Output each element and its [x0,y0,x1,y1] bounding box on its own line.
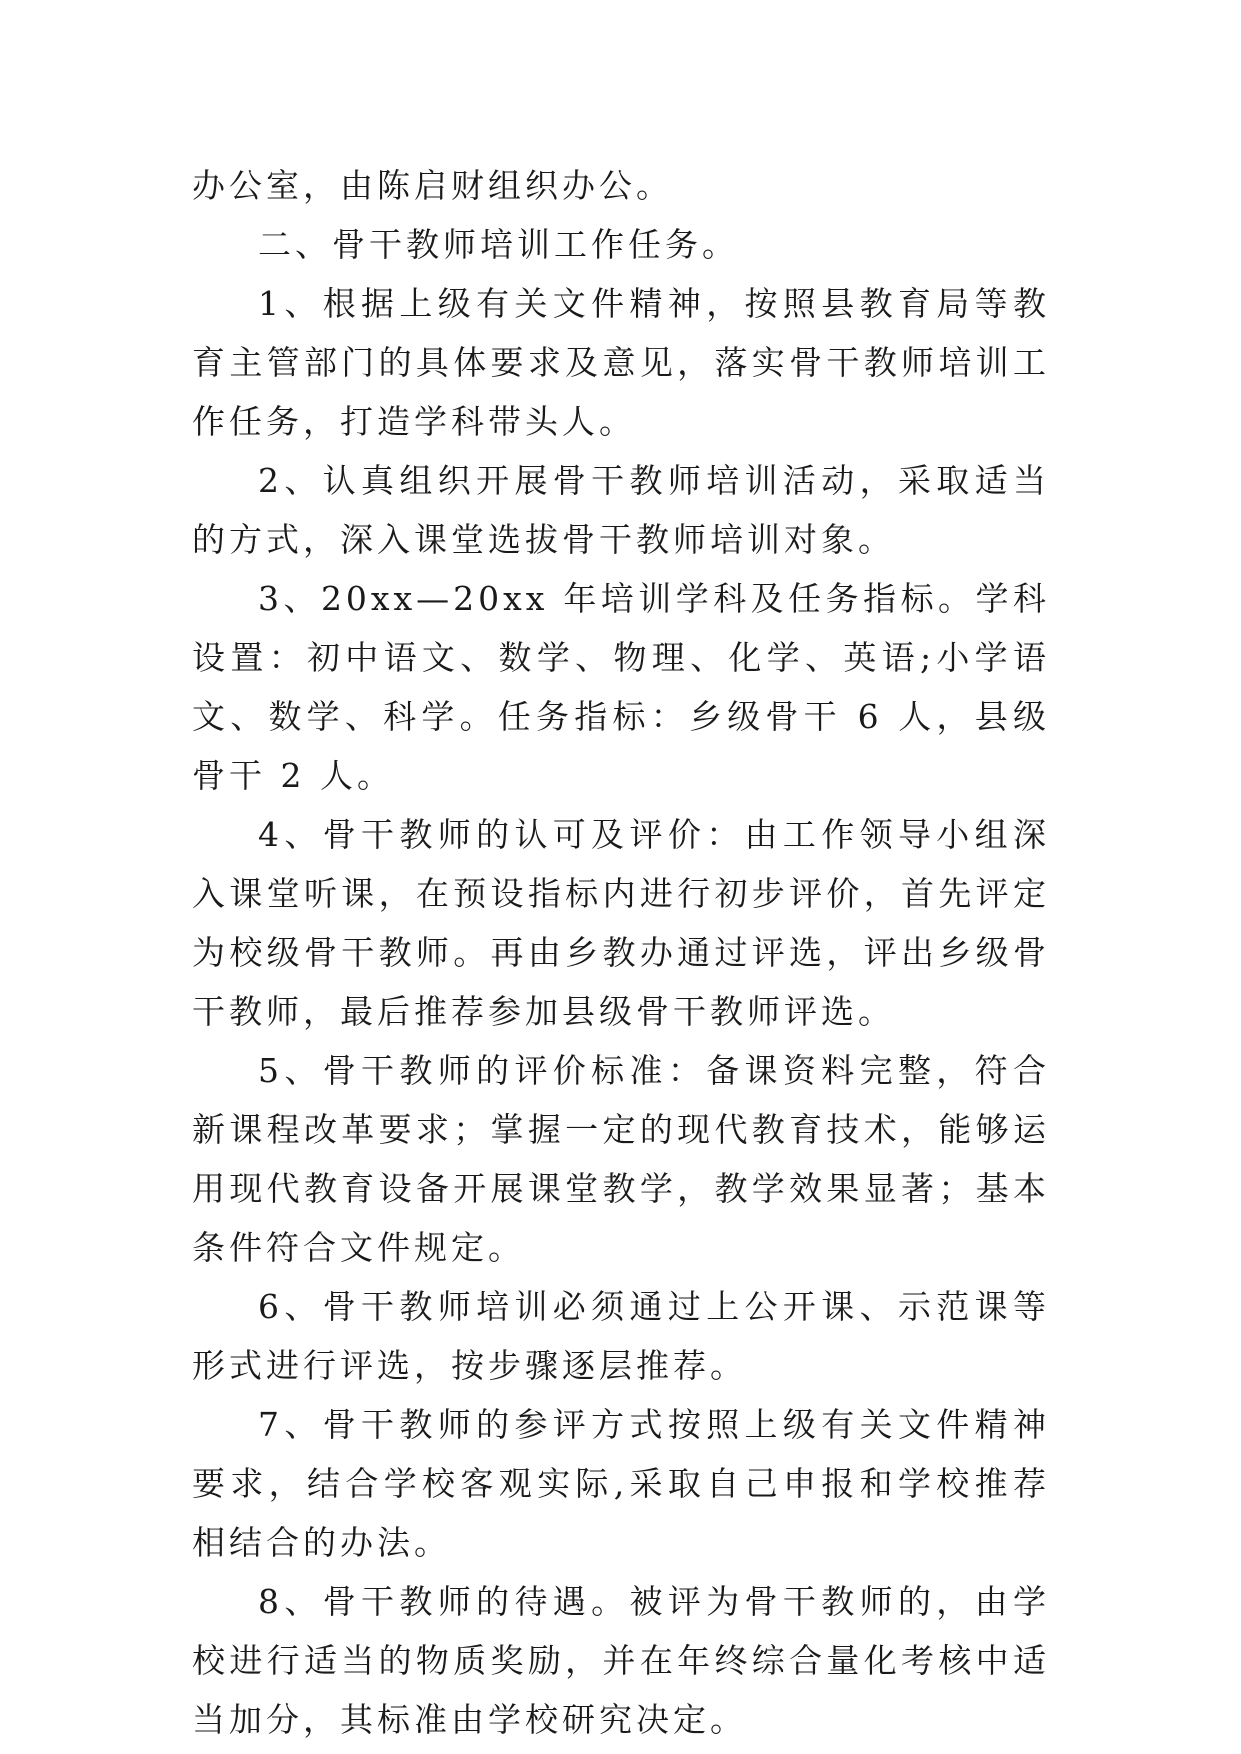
paragraph-item-8: 8、骨干教师的待遇。被评为骨干教师的，由学校进行适当的物质奖励，并在年终综合量化考核中适当加分，其标准由学校研究决定。 [192,1582,1050,1739]
paragraph-item-1: 1、根据上级有关文件精神，按照县教育局等教育主管部门的具体要求及意见，落实骨干教师培训工作任务，打造学科带头人。 [192,284,1050,441]
document-body [192,156,1050,1749]
section-heading: 二、骨干教师培训工作任务。 [258,225,739,264]
paragraph-item-2: 2、认真组织开展骨干教师培训活动，采取适当的方式，深入课堂选拔骨干教师培训对象。 [192,461,1050,559]
paragraph-item-3: 3、20xx—20xx 年培训学科及任务指标。学科设置：初中语文、数学、物理、化学、英语;小学语文、数学、科学。任务指标：乡级骨干 6 人，县级骨干 2 人。 [192,579,1050,795]
paragraph-item-4: 4、骨干教师的认可及评价：由工作领导小组深入课堂听课，在预设指标内进行初步评价，首先评定为校级骨干教师。再由乡教办通过评选，评出乡级骨干教师，最后推荐参加县级骨干教师评选。 [192,815,1050,1031]
paragraph-continuation: 办公室，由陈启财组织办公。 [192,166,673,205]
paragraph-item-6: 6、骨干教师培训必须通过上公开课、示范课等形式进行评选，按步骤逐层推荐。 [192,1287,1050,1385]
paragraph-item-5: 5、骨干教师的评价标准：备课资料完整，符合新课程改革要求；掌握一定的现代教育技术，能够运用现代教育设备开展课堂教学，教学效果显著；基本条件符合文件规定。 [192,1051,1050,1267]
paragraph-item-7: 7、骨干教师的参评方式按照上级有关文件精神要求，结合学校客观实际,采取自己申报和学校推荐相结合的办法。 [192,1405,1050,1562]
